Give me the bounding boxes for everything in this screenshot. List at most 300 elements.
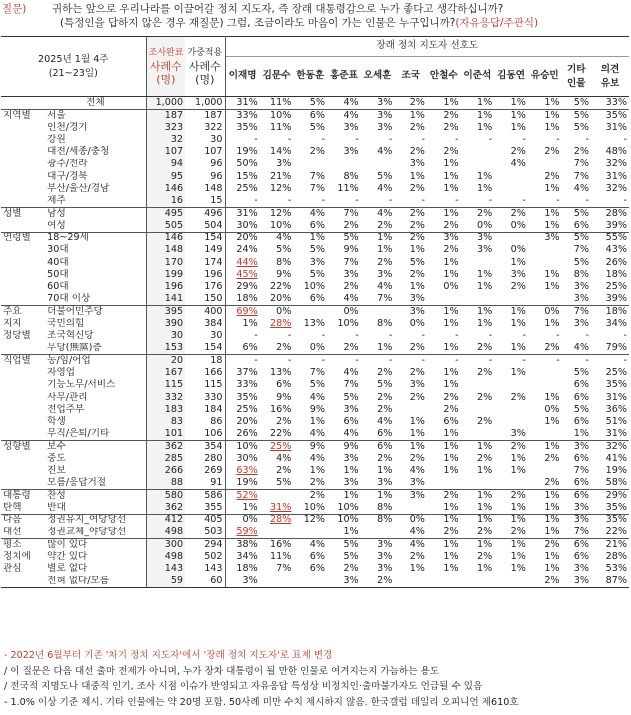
value-cell: 7% [343,379,359,391]
table-row [1,343,629,355]
value-cell: 2% [343,281,359,293]
value-cell: - [421,195,425,207]
value-cell: 31% [270,502,292,513]
value-cell: 9% [343,244,359,256]
value-cell: 45% [236,268,258,280]
value-cell: 44% [236,256,258,268]
row-category [1,404,45,416]
value-cell: 3% [477,244,493,256]
row-subgroup: 사무/관리 [47,391,88,403]
value-cell: 1% [443,379,459,391]
value-cell: 22% [270,428,292,440]
table-row [1,171,629,183]
value-cell: 1% [461,490,495,502]
value-cell: 16% [260,539,294,551]
n-done-cell: 395 [146,306,185,318]
value-cell: 25% [236,403,258,415]
value-cell: - [327,355,361,367]
value-cell: 1% [544,551,560,562]
value-cell: - [287,134,292,145]
value-cell: 7% [343,256,359,268]
n-done-cell: 285 [146,453,185,465]
value-cell: 13% [270,367,292,378]
candidate-8: 이준석 [461,57,495,97]
value-cell: - [528,355,562,367]
value-cell: 0% [510,219,526,231]
value-cell: 3% [343,452,359,464]
value-cell: - [623,330,627,342]
value-cell: 1% [528,110,562,122]
value-cell: 6% [573,416,590,428]
row-subgroup: 70대 이상 [47,293,91,305]
value-cell: - [494,355,528,367]
value-cell: 3% [573,281,590,293]
value-cell: - [585,330,590,342]
row-subgroup: 무직/은퇴/기타 [47,428,110,440]
value-cell: 2% [377,391,393,403]
value-cell: 2% [394,208,427,220]
value-cell: 1% [494,539,528,551]
n-done-cell: 101 [146,428,185,440]
value-cell: 1% [443,96,459,108]
row-subgroup: 대구/경북 [47,170,88,182]
row-category [1,171,45,183]
value-cell: - [355,134,359,145]
value-cell: 1% [443,256,459,268]
value-cell: 3% [343,477,359,489]
value-cell: - [355,330,359,342]
value-cell: 0% [528,306,562,318]
table-row [1,183,629,195]
value-cell: 1% [477,170,493,182]
value-cell: 26% [236,428,258,440]
value-cell: 48% [605,146,627,158]
other-header-1: 기타 [567,63,586,75]
value-cell: 4% [377,146,393,158]
n-done-cell: 115 [146,379,185,391]
value-cell: 6% [309,293,326,305]
n-weight-cell: 96 [185,171,225,183]
value-cell: 3% [409,379,425,391]
row-subgroup: 부산/울산/경남 [47,183,110,195]
row-subgroup: 농/임/어업 [45,355,146,367]
table-row [1,269,629,281]
value-cell: 3% [573,318,590,329]
value-cell: 2% [377,403,393,415]
table-row [1,208,629,220]
value-cell: 1% [544,416,560,428]
value-cell: 1% [544,318,560,329]
value-cell: 13% [303,318,326,329]
value-cell: 4% [361,208,395,220]
value-cell: 1% [477,502,493,513]
value-cell: 4% [377,281,393,293]
value-cell: 2% [409,121,425,133]
n-weight-cell: 60 [185,576,225,588]
row-category [1,244,45,256]
row-subgroup: 남성 [45,208,146,220]
value-cell: 4% [309,428,326,440]
value-cell: 43% [605,244,627,256]
value-cell: - [388,134,393,145]
value-cell: 1% [510,367,526,378]
value-cell: - [427,355,461,367]
value-cell: 3% [573,293,590,305]
row-subgroup: 더불어민주당 [45,306,146,318]
value-cell: 3% [361,110,395,122]
n-weight-cell: 400 [185,306,225,318]
table-row [1,306,629,318]
value-cell: - [562,355,591,367]
value-cell [461,428,495,440]
value-cell: 1% [573,428,590,440]
value-cell: 1% [293,232,327,244]
value-cell: 10% [327,514,361,526]
value-cell: 28% [605,551,627,562]
n-done-unit: (명) [156,73,176,86]
n-weight-cell: 184 [185,404,225,416]
row-subgroup: 50대 [47,268,69,280]
value-cell: 1% [510,465,526,477]
value-cell: 87% [591,576,629,588]
value-cell: 0% [309,342,326,354]
value-cell: 2% [544,452,560,464]
n-weight-cell: 30 [185,134,225,146]
value-cell: 2% [409,342,425,354]
results-table [1,36,629,588]
value-cell: 3% [573,502,590,513]
n-weight-cell: 503 [185,527,225,539]
period-header [1,37,146,97]
value-cell: 1% [343,526,359,538]
row-category: 성향별 [1,441,45,453]
value-cell: 4% [327,110,361,122]
value-cell: 1% [443,428,459,440]
value-cell: 55% [591,232,629,244]
table-row [1,330,629,342]
value-cell: 2% [409,268,425,280]
value-cell: - [522,330,526,342]
row-subgroup: 많이 있다 [45,539,146,551]
value-cell: 3% [377,121,393,133]
row-category: 성별 [1,208,45,220]
row-category [1,281,45,293]
value-cell: 1% [510,452,526,464]
value-cell: 2% [443,219,459,231]
table-row [1,392,629,404]
value-cell: 2% [276,416,292,428]
value-cell: 5% [343,551,359,562]
table-row [1,551,629,563]
n-done-cell: 107 [146,146,185,158]
n-weight-cell: 15 [185,195,225,207]
n-done-cell: 580 [146,490,185,502]
row-subgroup: 광주/전라 [47,158,88,170]
value-cell: - [287,330,292,342]
value-cell: 4% [409,526,425,538]
row-subgroup: 18~29세 [45,232,146,244]
value-cell: 18% [591,306,629,318]
value-cell: - [254,330,258,342]
candidate-2: 김문수 [260,57,294,97]
table-row [1,527,629,539]
value-cell [528,244,562,256]
value-cell: 5% [562,232,591,244]
value-cell: 3% [573,563,590,575]
value-cell: 2% [409,367,425,378]
n-done-cell: 1,000 [146,97,185,110]
table-row [1,514,629,526]
row-subgroup: 국민의힘 [47,318,85,329]
value-cell: 2% [477,416,493,428]
n-done-cell: 94 [146,159,185,171]
value-cell: 1% [477,121,493,133]
value-cell: 50% [236,158,258,170]
value-cell: 1% [510,551,526,562]
value-cell: 6% [573,452,590,464]
n-done-cell: 199 [146,269,185,281]
value-cell: 6% [276,379,292,391]
value-cell [361,159,395,171]
value-cell: 21% [591,539,629,551]
table-row [1,97,629,110]
value-cell: 35% [591,110,629,122]
n-weight-cell: 106 [185,428,225,440]
value-cell: 1% [242,502,258,513]
value-cell: 35% [591,514,629,526]
value-cell: 1% [477,268,493,280]
value-cell: 24% [236,244,258,256]
row-category: 대선 [3,526,22,538]
value-cell: 18% [605,268,627,280]
n-done-cell: 266 [146,465,185,477]
value-cell: 30% [236,219,258,231]
value-cell: 25% [260,441,294,453]
value-cell: 39% [605,293,627,305]
value-cell: - [388,330,393,342]
value-cell: 1% [494,110,528,122]
value-cell: - [591,355,629,367]
value-cell: 5% [327,232,361,244]
value-cell: 6% [343,416,359,428]
value-cell: 11% [270,551,292,562]
row-category: 다음 [1,514,45,526]
value-cell: 30% [236,452,258,464]
row-subgroup: 전혀 없다/모름 [45,576,146,588]
value-cell: 1% [409,563,425,575]
row-category [1,146,45,158]
value-cell: 3% [394,490,427,502]
row-subgroup: 반대 [47,502,66,513]
n-weight-header [185,37,225,97]
value-cell: 6% [562,490,591,502]
table-row [1,355,629,367]
value-cell: 11% [337,183,359,195]
value-cell: 1% [510,96,526,108]
value-cell: - [321,330,326,342]
value-cell: - [455,195,459,207]
value-cell: 1% [510,502,526,513]
n-weight-cell: 30 [185,330,225,342]
table-row [1,159,629,171]
value-cell [361,306,395,318]
value-cell: 2% [544,146,560,158]
value-cell: 1% [477,281,493,293]
value-cell: 9% [276,391,292,403]
n-done-cell: 148 [146,244,185,256]
row-category: 연령별 [1,232,45,244]
value-cell: 12% [270,183,292,195]
value-cell [494,576,528,588]
n-done-cell: 196 [146,281,185,293]
value-cell: 10% [303,502,326,513]
n-done-cell: 30 [146,330,185,342]
value-cell: 1% [544,526,560,538]
n-weight-cell: 269 [185,465,225,477]
value-cell: 1% [528,441,562,453]
value-cell: 1% [477,563,493,575]
value-cell: 1% [544,563,560,575]
value-cell: 1% [544,219,560,231]
value-cell: 2% [528,576,562,588]
value-cell: 1% [461,306,495,318]
row-category: 관심 [3,563,22,575]
value-cell: 2% [377,219,393,231]
value-cell [461,159,495,171]
n-weight-cell: 354 [185,441,225,453]
value-cell: 39% [605,219,627,231]
n-weight-cell: 187 [185,110,225,122]
table-row [1,122,629,134]
value-cell: 19% [236,146,258,158]
value-cell: 2% [443,391,459,403]
value-cell: 1% [377,342,393,354]
value-cell: 1% [409,428,425,440]
value-cell: 0% [225,514,260,526]
value-cell: 4% [309,452,326,464]
value-cell: 12% [293,514,327,526]
n-done-cell: 141 [146,293,185,305]
value-cell: 2% [394,232,427,244]
value-cell: 7% [573,170,590,182]
value-cell: 7% [327,208,361,220]
n-done-cell: 95 [146,171,185,183]
value-cell: 4% [573,183,590,195]
n-weight-cell: 294 [185,539,225,551]
value-cell: 6% [309,563,326,575]
value-cell: 3% [343,146,359,158]
n-weight-cell: 154 [185,232,225,244]
row-subgroup: 찬성 [45,490,146,502]
value-cell: 5% [573,96,590,108]
value-cell: 3% [377,551,393,562]
n-done-cell: 59 [146,576,185,588]
n-done-cell: 498 [146,551,185,563]
value-cell: 2% [443,146,459,158]
value-cell: 1% [443,563,459,575]
value-cell: 1% [377,465,393,477]
value-cell [394,576,427,588]
value-cell: 3% [528,232,562,244]
value-cell: 5% [343,391,359,403]
value-cell [461,257,495,269]
undecided-header-2: 유보 [600,77,620,89]
row-subgroup: 기능노무/서비스 [47,379,116,391]
value-cell: 6% [573,391,590,403]
n-weight-cell: 280 [185,453,225,465]
value-cell: 2% [427,110,461,122]
value-cell: 1% [394,110,427,122]
value-cell: 4% [309,391,326,403]
value-cell: - [293,355,327,367]
value-cell: 34% [605,318,627,329]
value-cell: 1% [394,441,427,453]
value-cell: - [225,355,260,367]
value-cell: 6% [293,110,327,122]
value-cell [427,477,461,489]
n-weight-cell: 322 [185,122,225,134]
table-row [1,379,629,391]
n-done-cell: 362 [146,441,185,453]
row-category: 지역별 [1,110,45,122]
value-cell: 31% [605,170,627,182]
value-cell: 1% [427,514,461,526]
table-row [1,195,629,207]
value-cell: 3% [562,441,591,453]
table-row [1,576,629,588]
value-cell: 8% [377,318,393,329]
table-row [1,110,629,122]
row-category [1,428,45,440]
value-cell: 3% [562,514,591,526]
value-cell: 1% [510,318,526,329]
n-weight-cell: 496 [185,208,225,220]
n-done-cell: 183 [146,404,185,416]
value-cell: - [522,195,526,207]
value-cell: 1% [377,244,393,256]
value-cell: - [254,134,258,145]
value-cell [293,306,327,318]
value-cell: - [556,134,560,145]
row-subgroup: 진보 [47,465,66,477]
value-cell: 1% [443,183,459,195]
n-weight-cell: 96 [185,159,225,171]
value-cell: 1% [443,342,459,354]
n-done-cell: 88 [146,477,185,489]
value-cell: - [488,330,493,342]
value-cell [260,527,294,539]
value-cell: 1% [443,367,459,378]
value-cell [494,416,528,428]
footnote-4: - 1.0% 이상 기준 제시. 기타 인물에는 약 20명 포함. 50사례 미만 수치 제시하지 않음. 한국갤럽 데일리 오피니언 제610호 [4,696,519,708]
value-cell: 2% [573,146,590,158]
value-cell: 1% [327,490,361,502]
value-cell [494,379,528,391]
value-cell [461,576,495,588]
value-cell: 2% [477,551,493,562]
value-cell: 35% [236,391,258,403]
value-cell: 5% [377,379,393,391]
value-cell: 1% [477,183,493,195]
value-cell [293,159,327,171]
table-row [1,146,629,158]
value-cell: 5% [276,477,292,489]
value-cell: 3% [510,428,526,440]
value-cell: 41% [605,452,627,464]
candidate-1: 이재명 [225,57,260,97]
value-cell: 2% [409,391,425,403]
row-subgroup: 조국혁신당 [47,330,94,342]
